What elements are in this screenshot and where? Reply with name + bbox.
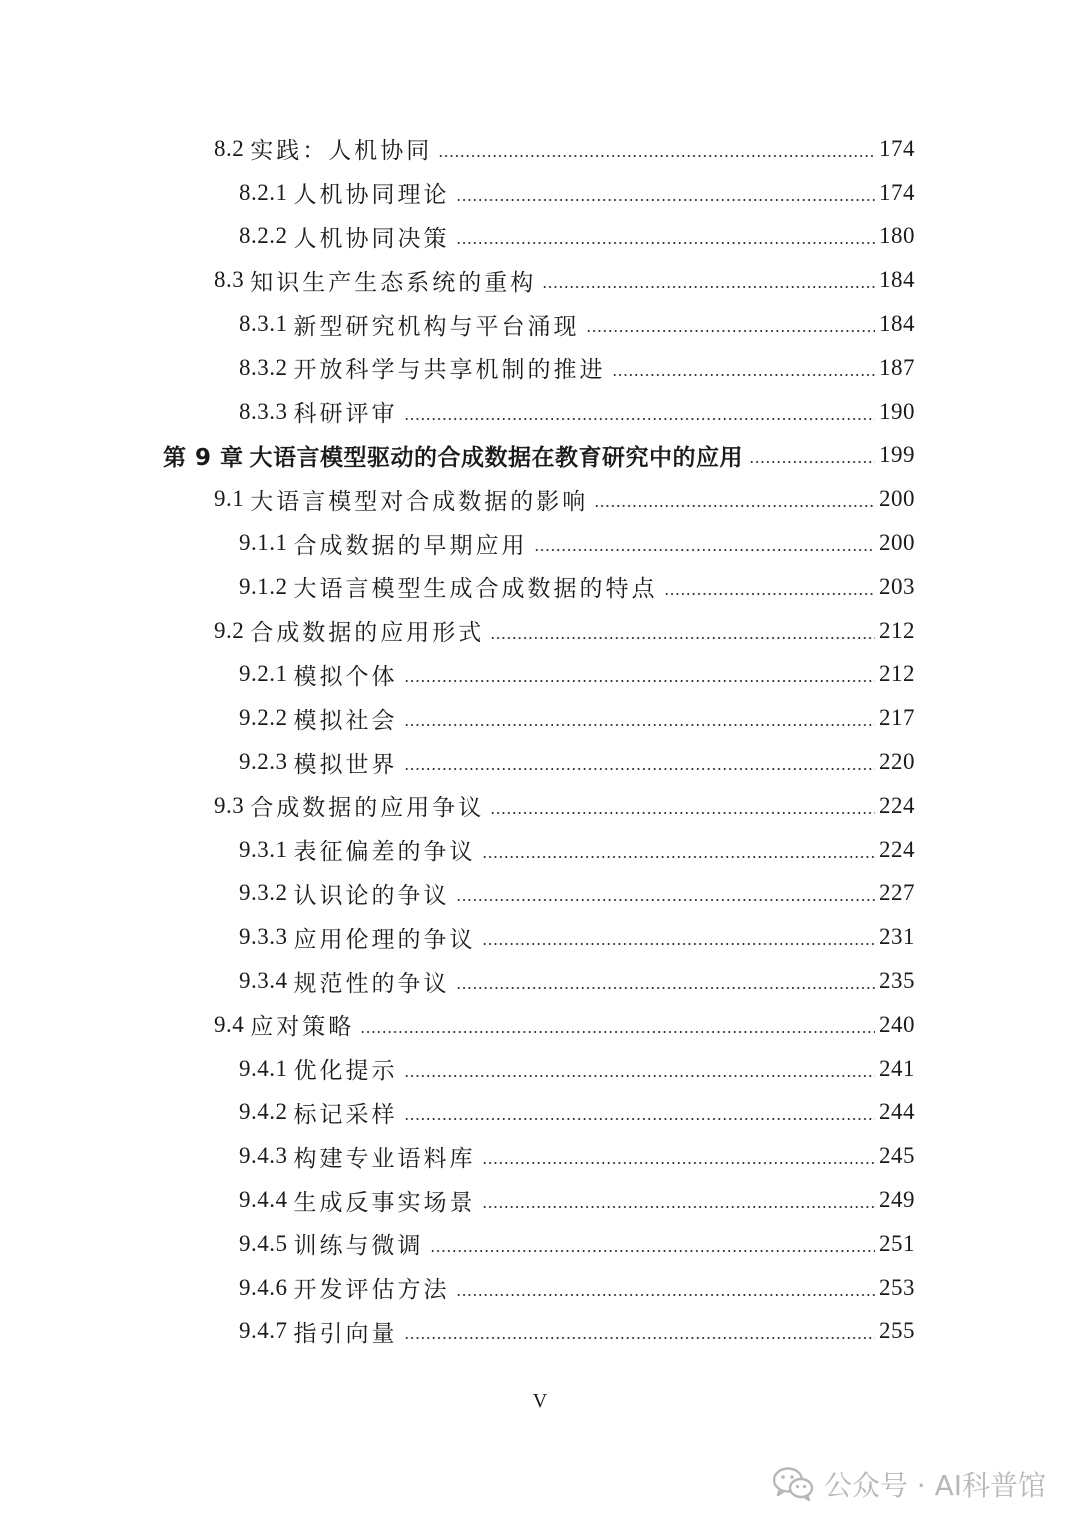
toc-entry-title: 合成数据的早期应用 bbox=[293, 532, 528, 558]
dot-leader bbox=[586, 330, 876, 332]
dot-leader bbox=[404, 1337, 876, 1339]
dot-leader bbox=[490, 812, 875, 814]
toc-entry-title: 规范性的争议 bbox=[293, 970, 450, 996]
toc-entry-number: 9.4.7 bbox=[239, 1318, 288, 1344]
toc-entry-page: 200 bbox=[879, 530, 915, 556]
toc-entry-number: 9.4.3 bbox=[239, 1143, 288, 1169]
toc-entry-title: 合成数据的应用争议 bbox=[250, 795, 485, 821]
dot-leader bbox=[404, 418, 876, 420]
toc-entry-number: 9.4.2 bbox=[239, 1099, 288, 1125]
toc-entry-page: 244 bbox=[879, 1099, 915, 1125]
toc-entry-page: 220 bbox=[879, 749, 915, 775]
toc-entry-page: 253 bbox=[879, 1274, 915, 1300]
toc-entry-title: 构建专业语料库 bbox=[293, 1145, 476, 1171]
toc-entry-page: 203 bbox=[879, 573, 915, 599]
toc-entry bbox=[0, 609, 1080, 653]
dot-leader bbox=[404, 768, 876, 770]
toc-entry-number: 9.3.3 bbox=[239, 924, 288, 950]
toc-entry bbox=[0, 872, 1080, 916]
toc-entry-page: 174 bbox=[879, 179, 915, 205]
dot-leader bbox=[482, 856, 876, 858]
dot-leader bbox=[482, 1206, 876, 1208]
toc-entry-number: 9.1.2 bbox=[239, 573, 288, 599]
dot-leader bbox=[456, 242, 876, 244]
dot-leader bbox=[482, 943, 876, 945]
dot-leader bbox=[749, 461, 875, 463]
toc-entry-number: 9.3.1 bbox=[239, 836, 288, 862]
toc-entry-number: 9.2 bbox=[214, 617, 245, 643]
toc-entry-number: 9.3.2 bbox=[239, 880, 288, 906]
toc-entry bbox=[0, 1222, 1080, 1266]
toc-entry bbox=[0, 959, 1080, 1003]
toc-entry bbox=[0, 1266, 1080, 1310]
toc-entry-number: 9.4.6 bbox=[239, 1274, 288, 1300]
toc-entry bbox=[0, 258, 1080, 302]
toc-entry-title: 认识论的争议 bbox=[293, 882, 450, 908]
toc-entry-page: 180 bbox=[879, 223, 915, 249]
toc-entry-page: 241 bbox=[879, 1055, 915, 1081]
toc-entry-page: 184 bbox=[879, 267, 915, 293]
dot-leader bbox=[490, 637, 875, 639]
toc-entry-title: 合成数据的应用形式 bbox=[250, 620, 485, 646]
toc-entry bbox=[0, 302, 1080, 346]
dot-leader bbox=[534, 549, 876, 551]
toc-entry-title: 新型研究机构与平台涌现 bbox=[293, 313, 580, 339]
toc-entry-title: 训练与微调 bbox=[293, 1233, 424, 1259]
watermark-text: 公众号 · AI科普馆 bbox=[823, 1469, 1046, 1502]
toc-entry bbox=[0, 521, 1080, 565]
toc-entry-title: 实践：人机协同 bbox=[250, 138, 433, 164]
toc-entry-number: 8.3.3 bbox=[239, 398, 288, 424]
dot-leader bbox=[404, 1118, 876, 1120]
toc-entry-page: 251 bbox=[879, 1230, 915, 1256]
toc-entry bbox=[0, 1178, 1080, 1222]
dot-leader bbox=[482, 1162, 876, 1164]
toc-entry-page: 217 bbox=[879, 705, 915, 731]
toc-entry bbox=[0, 565, 1080, 609]
toc-entry-page: 227 bbox=[879, 880, 915, 906]
toc-entry-number: 第 9 章 bbox=[163, 444, 244, 471]
toc-entry bbox=[0, 1310, 1080, 1354]
toc-entry-page: 200 bbox=[879, 486, 915, 512]
dot-leader bbox=[456, 987, 876, 989]
toc-entry bbox=[0, 1091, 1080, 1135]
toc-entry-number: 8.3.1 bbox=[239, 311, 288, 337]
toc-entry-page: 174 bbox=[879, 135, 915, 161]
toc-entry-title: 模拟个体 bbox=[293, 663, 398, 689]
toc-entry-number: 9.2.1 bbox=[239, 661, 288, 687]
toc-entry-page: 190 bbox=[879, 398, 915, 424]
watermark bbox=[772, 1462, 1046, 1506]
toc-entry bbox=[0, 696, 1080, 740]
toc-entry-page: 224 bbox=[879, 792, 915, 818]
toc-entry-number: 9.1 bbox=[214, 486, 245, 512]
toc-entry-number: 8.2 bbox=[214, 135, 245, 161]
toc-entry-title: 大语言模型驱动的合成数据在教育研究中的应用 bbox=[249, 444, 744, 471]
toc-entry-title: 人机协同决策 bbox=[293, 225, 450, 251]
toc-entry-page: 240 bbox=[879, 1011, 915, 1037]
dot-leader bbox=[594, 505, 875, 507]
toc-entry-number: 9.2.2 bbox=[239, 705, 288, 731]
dot-leader bbox=[542, 286, 875, 288]
dot-leader bbox=[438, 155, 875, 157]
toc-entry-title: 应用伦理的争议 bbox=[293, 926, 476, 952]
dot-leader bbox=[664, 593, 876, 595]
toc-entry bbox=[0, 915, 1080, 959]
toc-entry-number: 8.2.2 bbox=[239, 223, 288, 249]
toc-entry-title: 大语言模型生成合成数据的特点 bbox=[293, 576, 658, 602]
toc-entry-number: 9.4.1 bbox=[239, 1055, 288, 1081]
toc-entry bbox=[0, 1003, 1080, 1047]
toc-entry-title: 指引向量 bbox=[293, 1320, 398, 1346]
toc-entry-title: 标记采样 bbox=[293, 1101, 398, 1127]
toc-entry-title: 开放科学与共享机制的推进 bbox=[293, 357, 606, 383]
toc-entry-page: 245 bbox=[879, 1143, 915, 1169]
toc-entry-number: 8.3.2 bbox=[239, 354, 288, 380]
toc-entry bbox=[0, 784, 1080, 828]
toc-entry bbox=[0, 740, 1080, 784]
toc-entry-number: 9.3 bbox=[214, 792, 245, 818]
dot-leader bbox=[456, 199, 876, 201]
toc-entry-title: 表征偏差的争议 bbox=[293, 839, 476, 865]
toc-entry-page: 235 bbox=[879, 968, 915, 994]
dot-leader bbox=[430, 1250, 876, 1252]
toc-entry bbox=[0, 215, 1080, 259]
toc-entry-title: 生成反事实场景 bbox=[293, 1189, 476, 1215]
toc-entry bbox=[0, 171, 1080, 215]
toc-entry-number: 9.4.5 bbox=[239, 1230, 288, 1256]
wechat-icon bbox=[772, 1466, 814, 1502]
toc-entry-title: 模拟社会 bbox=[293, 707, 398, 733]
toc-entry bbox=[0, 1134, 1080, 1178]
toc-entry bbox=[0, 1047, 1080, 1091]
toc-entry-title: 科研评审 bbox=[293, 401, 398, 427]
toc-entry-number: 8.3 bbox=[214, 267, 245, 293]
toc-entry-number: 9.4 bbox=[214, 1011, 245, 1037]
toc-entry-number: 9.4.4 bbox=[239, 1187, 288, 1213]
dot-leader bbox=[404, 680, 876, 682]
toc-entry-title: 知识生产生态系统的重构 bbox=[250, 269, 537, 295]
toc-entry-page: 184 bbox=[879, 311, 915, 337]
toc-entry bbox=[0, 390, 1080, 434]
toc-entry-title: 应对策略 bbox=[250, 1014, 355, 1040]
toc-entry-title: 人机协同理论 bbox=[293, 182, 450, 208]
toc-entry-title: 大语言模型对合成数据的影响 bbox=[250, 488, 589, 514]
dot-leader bbox=[612, 374, 876, 376]
toc-entry-number: 8.2.1 bbox=[239, 179, 288, 205]
table-of-contents bbox=[0, 127, 1080, 1353]
toc-entry bbox=[0, 127, 1080, 171]
toc-entry-page: 224 bbox=[879, 836, 915, 862]
toc-entry-title: 开发评估方法 bbox=[293, 1277, 450, 1303]
toc-entry-number: 9.1.1 bbox=[239, 530, 288, 556]
dot-leader bbox=[456, 1294, 876, 1296]
toc-entry-page: 255 bbox=[879, 1318, 915, 1344]
toc-entry-number: 9.3.4 bbox=[239, 968, 288, 994]
toc-entry-title: 模拟世界 bbox=[293, 751, 398, 777]
toc-entry-page: 231 bbox=[879, 924, 915, 950]
dot-leader bbox=[404, 724, 876, 726]
dot-leader bbox=[360, 1031, 875, 1033]
toc-chapter-entry bbox=[0, 434, 1080, 478]
toc-entry bbox=[0, 346, 1080, 390]
dot-leader bbox=[456, 899, 876, 901]
toc-entry bbox=[0, 653, 1080, 697]
dot-leader bbox=[404, 1075, 876, 1077]
toc-entry-page: 212 bbox=[879, 661, 915, 687]
toc-entry-title: 优化提示 bbox=[293, 1058, 398, 1084]
page-number: V bbox=[532, 1390, 548, 1412]
toc-entry-page: 249 bbox=[879, 1187, 915, 1213]
toc-entry-number: 9.2.3 bbox=[239, 749, 288, 775]
toc-entry-page: 212 bbox=[879, 617, 915, 643]
toc-entry-page: 199 bbox=[879, 442, 915, 468]
toc-entry bbox=[0, 477, 1080, 521]
toc-entry bbox=[0, 828, 1080, 872]
toc-entry-page: 187 bbox=[879, 354, 915, 380]
